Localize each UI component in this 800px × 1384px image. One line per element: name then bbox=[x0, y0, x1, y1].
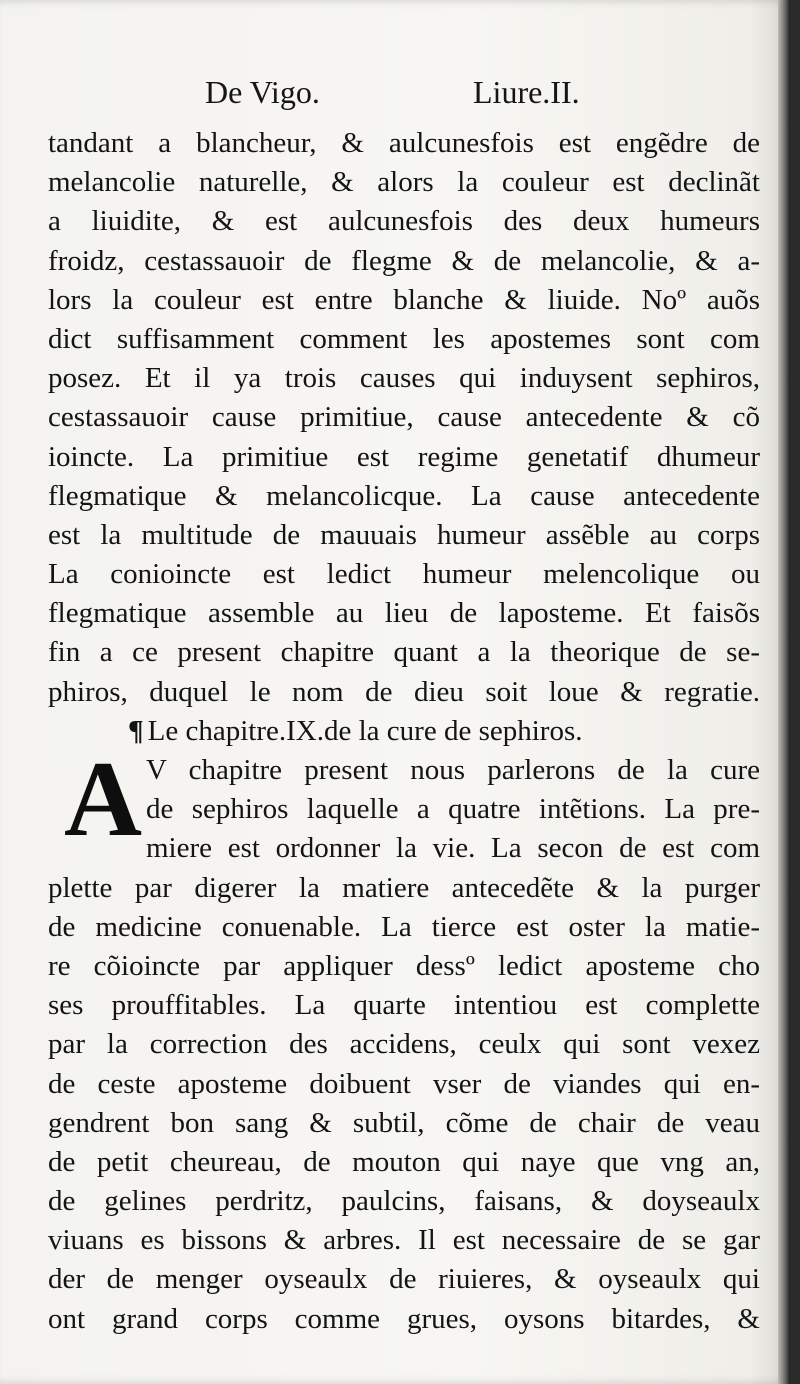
text-line: fin a ce present chapitre quant a la theorique de se- bbox=[48, 636, 760, 669]
text-line: La conioincte est ledict humeur melencolique ou bbox=[48, 558, 760, 591]
text-line: flegmatique assemble au lieu de laposteme. Et faisõs bbox=[48, 597, 760, 630]
running-head-title: De Vigo. bbox=[205, 74, 320, 110]
page-edge-shadow bbox=[778, 0, 790, 1384]
text-line: de medicine conuenable. La tierce est oster la matie- bbox=[48, 910, 760, 943]
text-line: dict suffisamment comment les apostemes sont com bbox=[48, 322, 760, 355]
text-line: tandant a blancheur, & aulcunesfois est engẽdre de bbox=[48, 127, 760, 159]
text-line: melancolie naturelle, & alors la couleur est declinãt bbox=[48, 166, 760, 199]
drop-cap: A bbox=[64, 740, 142, 859]
text-line: ont grand corps comme grues, oysons bitardes, & bbox=[48, 1302, 760, 1335]
text-line: cestassauoir cause primitiue, cause antecedente & cõ bbox=[48, 401, 760, 434]
text-line: der de menger oyseaulx de riuieres, & oyseaulx qui bbox=[48, 1263, 760, 1296]
text-line: viuans es bissons & arbres. Il est necessaire de se gar bbox=[48, 1224, 760, 1257]
text-line: re cõioincte par appliquer dessº ledict aposteme cho bbox=[48, 949, 760, 982]
chapter-heading bbox=[48, 712, 760, 751]
text-line: est la multitude de mauuais humeur assẽble au corps bbox=[48, 518, 760, 551]
running-head-book: Liure.II. bbox=[473, 74, 580, 110]
running-head bbox=[205, 70, 605, 114]
text-line: a liuidite, & est aulcunesfois des deux humeurs bbox=[48, 205, 760, 238]
text-line: ses prouffitables. La quarte intentiou est complette bbox=[48, 989, 760, 1022]
text-line: ioincte. La primitiue est regime genetatif dhumeur bbox=[48, 440, 760, 473]
text-line: de petit cheureau, de mouton qui naye que vng an, bbox=[48, 1145, 760, 1178]
text-line: de gelines perdritz, paulcins, faisans, & doyseaulx bbox=[48, 1185, 760, 1218]
text-line: flegmatique & melancolicque. La cause antecedente bbox=[48, 479, 760, 512]
text-line: par la correction des accidens, ceulx qui sont vexez bbox=[48, 1028, 760, 1061]
text-line: gendrent bon sang & subtil, cõme de chair de veau bbox=[48, 1106, 760, 1139]
chapter-heading-text: Le chapitre.IX.de la cure de sephiros. bbox=[147, 714, 583, 747]
text-line: miere est ordonner la vie. La secon de est com bbox=[146, 832, 760, 865]
text-line: phiros, duquel le nom de dieu soit loue & regratie. bbox=[48, 675, 760, 708]
text-line: V chapitre present nous parlerons de la cure bbox=[146, 754, 760, 786]
text-line: de ceste aposteme doibuent vser de viandes qui en- bbox=[48, 1067, 760, 1100]
text-line: lors la couleur est entre blanche & liuide. Noº auõs bbox=[48, 283, 760, 316]
text-line: posez. Et il ya trois causes qui induysent sephiros, bbox=[48, 362, 760, 395]
body-text bbox=[48, 124, 760, 1339]
pilcrow-icon: ¶ bbox=[128, 714, 144, 747]
text-line: plette par digerer la matiere antecedẽte & la purger bbox=[48, 871, 760, 904]
text-line: de sephiros laquelle a quatre intẽtions. La pre- bbox=[146, 793, 760, 826]
text-line: froidz, cestassauoir de flegme & de melancolie, & a- bbox=[48, 244, 760, 277]
